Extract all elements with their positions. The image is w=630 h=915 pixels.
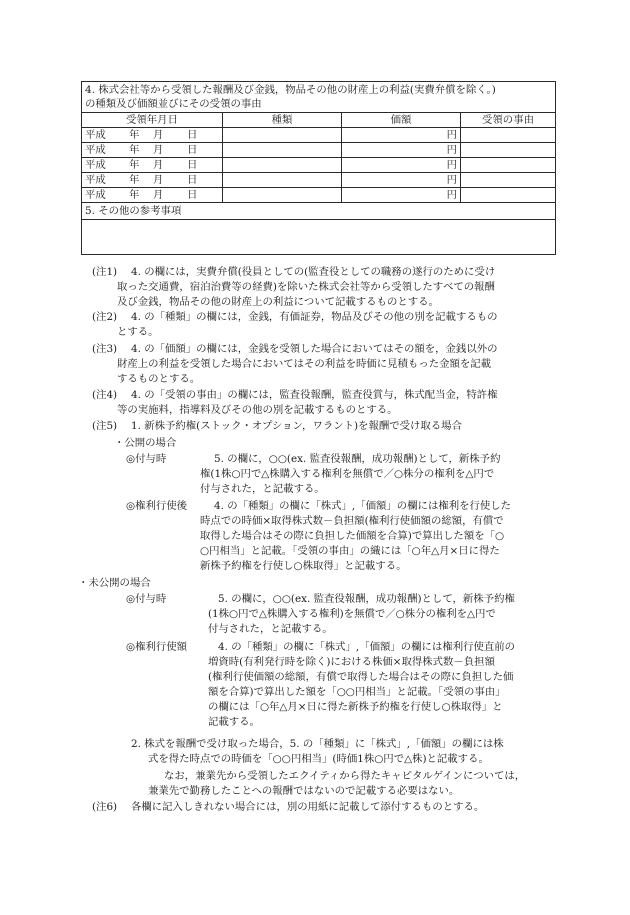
note5-para3-line2: 兼業先で勤務したことへの報酬ではないので記載する必要はない。 xyxy=(148,785,460,797)
public-exercise-line5: 新株予約権を行使し○株取得」と記載する。 xyxy=(200,560,407,572)
receipt-table xyxy=(82,113,555,203)
col-date-header: 受領年月日 xyxy=(82,113,223,128)
note1-line1: 4. の欄には，実費弁償(役員としての(監査役としての職務の遂行のために受け xyxy=(131,266,496,278)
note3-line1: 4. の「価額」の欄には，金銭を受領した場合においてはその額を，金銭以外の xyxy=(131,343,498,355)
reason-cell[interactable] xyxy=(461,173,556,188)
amount-cell[interactable]: 円 xyxy=(342,173,461,188)
note1-line3: 及び金銭，物品その他の財産上の利益について記載するものとする。 xyxy=(117,296,439,308)
table-row xyxy=(82,188,555,203)
unlisted-grant-line2: (1株○円で△株購入する権利)を無償で／○株分の権利を△円で xyxy=(208,608,496,620)
public-exercise-line1: 4. の「種類」の欄に「株式」,「価額」の欄には権利を行使した xyxy=(214,500,512,512)
amount-cell[interactable]: 円 xyxy=(342,188,461,203)
date-cell[interactable]: 平成 年 月 日 xyxy=(82,188,223,203)
note5-para2-line2: 式を得た時点での時価を「○○円相当」(時価1株○円で△株)と記載する。 xyxy=(148,753,489,765)
public-grant-line1: 5. の欄に，○○(ex. 監査役報酬，成功報酬)として，新株予約 xyxy=(214,453,501,465)
public-grant-line2: 権(1株○円で△株購入する権利を無償で／○株分の権利を△円で xyxy=(200,468,495,480)
public-grant-line3: 付与された，と記載する。 xyxy=(200,483,325,495)
type-cell[interactable] xyxy=(223,173,342,188)
unlisted-grant-line3: 付与された，と記載する。 xyxy=(208,623,333,635)
unlisted-exercise-line6: 記載する。 xyxy=(208,716,260,728)
date-cell[interactable]: 平成 年 月 日 xyxy=(82,158,223,173)
note3-line2: 財産上の利益を受領した場合においてはその利益を時価に見積もった金額を記載 xyxy=(117,358,492,370)
note5-para3-line1: なお，兼業先から受領したエクイティから得たキャピタルゲインについては， xyxy=(164,770,526,782)
section5-input[interactable] xyxy=(82,220,555,254)
date-cell[interactable]: 平成 年 月 日 xyxy=(82,173,223,188)
unlisted-exercise-line4: 額を合算)で算出した額を「○○円相当」と記載。「受領の事由」 xyxy=(208,686,506,698)
amount-cell[interactable]: 円 xyxy=(342,158,461,173)
note3-line3: するものとする。 xyxy=(117,373,201,385)
note6-line1: 各欄に記入しきれない場合には，別の用紙に記載して添付するものとする。 xyxy=(131,801,485,813)
date-cell[interactable]: 平成 年 月 日 xyxy=(82,143,223,158)
reason-cell[interactable] xyxy=(461,188,556,203)
receipt-form xyxy=(81,81,556,255)
note1-label: (注1) xyxy=(92,266,118,278)
public-exercise-line3: 取得した場合はその際に負担した価額を合算)で算出した額を「○ xyxy=(200,530,505,542)
unlisted-exercise-line5: の欄には「○年△月×日に得た新株予約権を行使し○株取得」と xyxy=(208,701,503,713)
note5-para2-line1: 2. 株式を報酬で受け取った場合，5. の「種類」に「株式」,「価額」の欄には株 xyxy=(131,738,504,750)
note2-line2: とする。 xyxy=(117,326,159,338)
table-row xyxy=(82,143,555,158)
unlisted-exercise-line1: 4. の「種類」の欄に「株式」,「価額」の欄には権利行使直前の xyxy=(218,641,516,653)
unlisted-grant-label: ◎付与時 xyxy=(126,593,167,605)
section4-heading xyxy=(82,82,555,113)
note5-line1: 1. 新株予約権(ストック・オプション，ワラント)を報酬で受け取る場合 xyxy=(131,420,462,432)
col-amount-header: 価額 xyxy=(342,113,461,128)
amount-cell[interactable]: 円 xyxy=(342,128,461,143)
section4-heading-line2: の種類及び価額並びにその受領の事由 xyxy=(85,98,262,110)
unlisted-exercise-line2: 増資時(有利発行時を除く)における株価×取得株式数－負担額 xyxy=(208,656,495,668)
type-cell[interactable] xyxy=(223,128,342,143)
unlisted-case-label: ・未公開の場合 xyxy=(78,577,151,589)
note5-label: (注5) xyxy=(92,420,118,432)
type-cell[interactable] xyxy=(223,143,342,158)
section5-title: 5. その他の参考事項 xyxy=(82,203,555,220)
unlisted-exercise-label: ◎権利行使額 xyxy=(126,641,188,653)
note4-line1: 4. の「受領の事由」の欄には，監査役報酬，監査役賞与，株式配当金，特許権 xyxy=(131,389,498,401)
note6-label: (注6) xyxy=(92,801,118,813)
table-row xyxy=(82,128,555,143)
note2-label: (注2) xyxy=(92,311,118,323)
reason-cell[interactable] xyxy=(461,158,556,173)
type-cell[interactable] xyxy=(223,188,342,203)
public-exercise-label: ◎権利行使後 xyxy=(126,500,188,512)
public-exercise-line2: 時点での時価×取得株式数－負担額(権利行使価額の総額，有償で xyxy=(200,515,504,527)
reason-cell[interactable] xyxy=(461,128,556,143)
col-reason-header: 受領の事由 xyxy=(461,113,556,128)
note3-label: (注3) xyxy=(92,343,118,355)
note1-line2: 取った交通費，宿泊治費等の経費)を除いた株式会社等から受領したすべての報酬 xyxy=(117,281,495,293)
table-row xyxy=(82,158,555,173)
type-cell[interactable] xyxy=(223,158,342,173)
public-case-label: ・公開の場合 xyxy=(114,437,177,449)
amount-cell[interactable]: 円 xyxy=(342,143,461,158)
date-cell[interactable]: 平成 年 月 日 xyxy=(82,128,223,143)
table-row xyxy=(82,173,555,188)
col-type-header: 種類 xyxy=(223,113,342,128)
unlisted-grant-line1: 5. の欄に，○○(ex. 監査役報酬，成功報酬)として，新株予約権 xyxy=(218,593,515,605)
note2-line1: 4. の「種類」の欄には，金銭，有価証券，物品及びその他の別を記載するもの xyxy=(131,311,498,323)
table-header-row xyxy=(82,113,555,128)
public-exercise-line4: ○円相当」と記載。「受領の事由」の織には「○年△月×日に得た xyxy=(200,545,500,557)
unlisted-exercise-line3: (権利行使価額の総額，有償で取得した場合はその際に負担した価 xyxy=(208,671,514,683)
public-grant-label: ◎付与時 xyxy=(126,453,167,465)
reason-cell[interactable] xyxy=(461,143,556,158)
note4-line2: 等の実施料，指導料及びその他の別を記載するものとする。 xyxy=(117,404,398,416)
note4-label: (注4) xyxy=(92,389,118,401)
section4-heading-line1: 4. 株式会社等から受領した報酬及び金銭，物品その他の財産上の利益(実費弁償を除く。) xyxy=(85,84,496,96)
